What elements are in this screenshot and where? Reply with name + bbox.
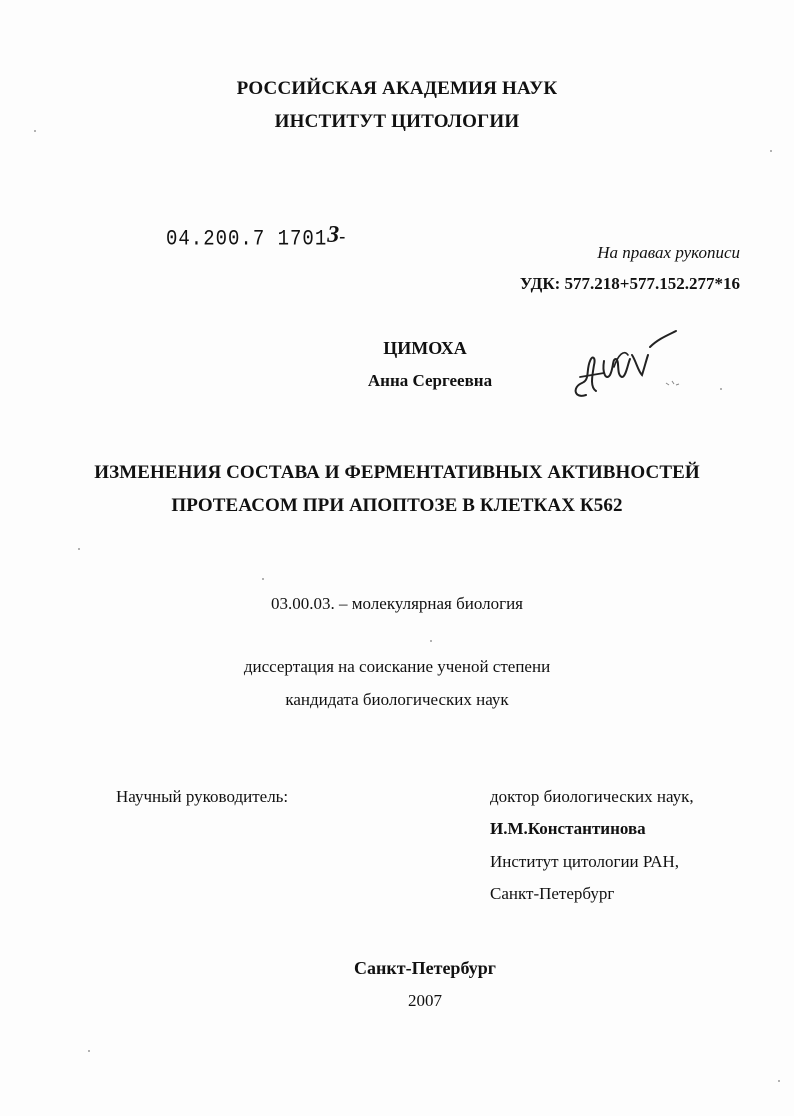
supervisor-affiliation: Институт цитологии РАН, (490, 852, 679, 871)
footer-year: 2007 (408, 991, 442, 1010)
scan-speck (34, 130, 36, 132)
scan-speck (430, 640, 432, 642)
supervisor-label: Научный руководитель: (116, 787, 289, 806)
title-line-1: ИЗМЕНЕНИЯ СОСТАВА И ФЕРМЕНТАТИВНЫХ АКТИВНОСТЕЙ (94, 462, 700, 483)
institute-name: ИНСТИТУТ ЦИТОЛОГИИ (274, 111, 520, 132)
degree-line-2: кандидата биологических наук (285, 690, 509, 709)
author-surname: ЦИМОХА (383, 338, 467, 358)
author-given-names: Анна Сергеевна (367, 371, 493, 390)
title-line-2: ПРОТЕАСОМ ПРИ АПОПТОЗЕ В КЛЕТКАХ К562 (171, 495, 623, 516)
scan-speck (262, 578, 264, 580)
scan-speck (88, 1050, 90, 1052)
rights-note: На правах рукописи (597, 243, 740, 262)
supervisor-city: Санкт-Петербург (490, 884, 615, 903)
scan-speck (78, 548, 80, 550)
archive-stamp: 04.200.7 17013- (166, 222, 346, 252)
scan-speck (778, 1080, 780, 1082)
supervisor-degree: доктор биологических наук, (490, 787, 694, 806)
udc-code: УДК: 577.218+577.152.277*16 (519, 274, 740, 293)
scan-speck (770, 150, 772, 152)
supervisor-name: И.М.Константинова (490, 819, 646, 838)
specialty-code: 03.00.03. – молекулярная биология (271, 594, 523, 613)
author-signature (566, 325, 686, 407)
scan-speck (720, 388, 722, 390)
archive-handwritten-mark: 3 (327, 222, 340, 248)
academy-name: РОССИЙСКАЯ АКАДЕМИЯ НАУК (236, 78, 558, 99)
degree-line-1: диссертация на соискание ученой степени (243, 657, 551, 676)
footer-city: Санкт-Петербург (354, 958, 496, 978)
archive-number: 04.200.7 1701 (166, 226, 328, 252)
